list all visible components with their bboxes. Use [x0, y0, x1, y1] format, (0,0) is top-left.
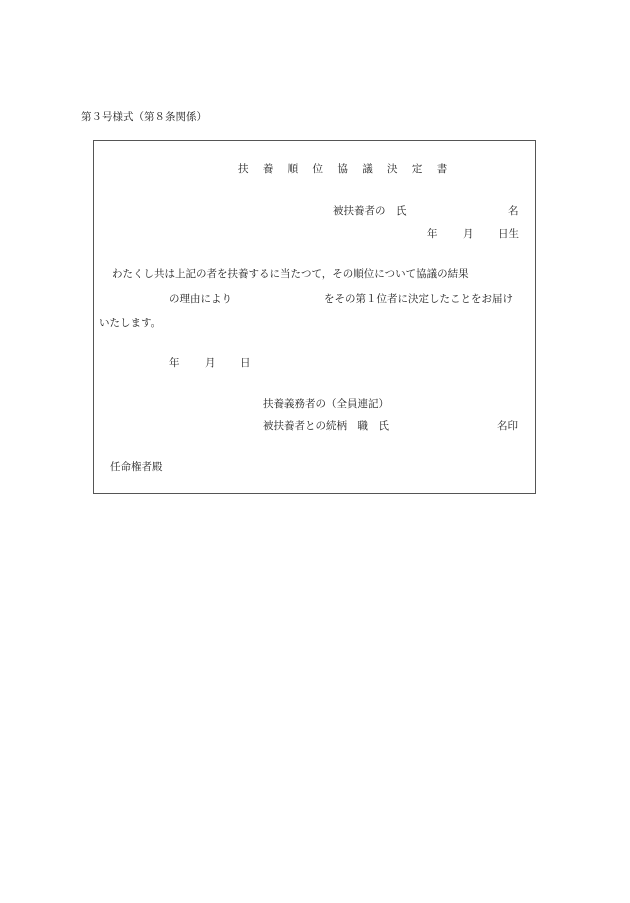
- date-month-label: 月: [205, 357, 216, 369]
- body-text-line-3: いたします。: [99, 317, 162, 329]
- obligors-heading: 扶養義務者の（全員連記）: [263, 398, 389, 410]
- birth-year-label: 年: [427, 228, 438, 240]
- date-year-label: 年: [169, 357, 180, 369]
- body-text-line-2: をその第１位者に決定したことをお届け: [324, 293, 513, 305]
- relation-label: 被扶養者との続柄 職 氏: [263, 420, 389, 432]
- body-text-reason: の理由により: [169, 293, 232, 305]
- dependent-name-suffix: 名: [508, 205, 519, 217]
- form-number-label: 第３号様式（第８条関係）: [81, 111, 207, 123]
- addressee: 任命権者殿: [110, 461, 163, 473]
- name-seal-label: 名印: [497, 420, 518, 432]
- dependent-name-label: 被扶養者の 氏: [333, 205, 407, 217]
- date-day-label: 日: [240, 357, 251, 369]
- body-text-line-1: わたくし共は上記の者を扶養するに当たつて，その順位について協議の結果: [112, 268, 469, 280]
- birth-month-label: 月: [463, 228, 474, 240]
- form-title: 扶 養 順 位 協 議 決 定 書: [238, 163, 453, 175]
- birth-day-label: 日生: [498, 228, 519, 240]
